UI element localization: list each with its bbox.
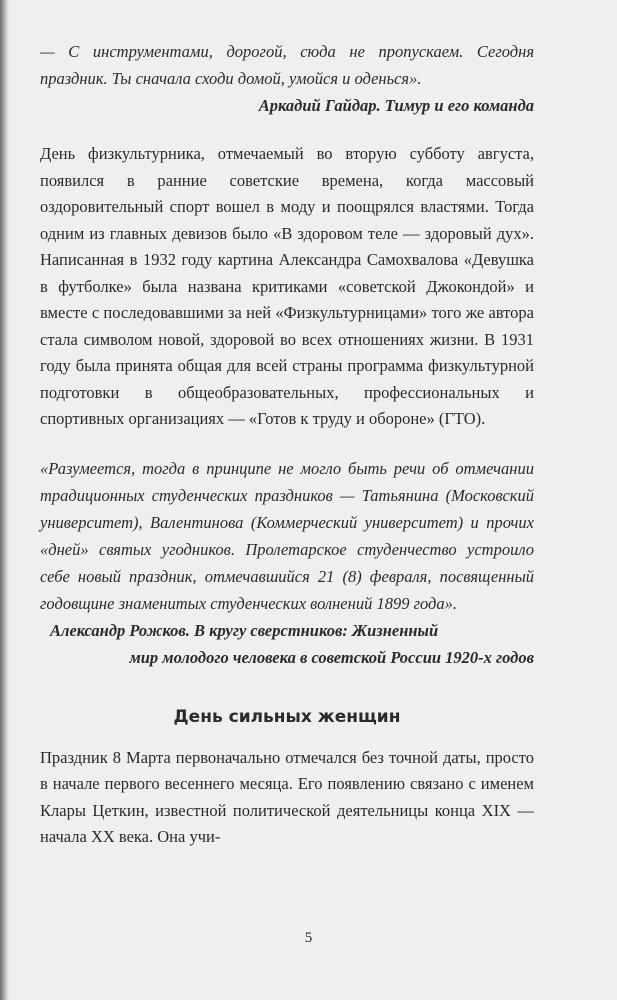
- epigraph-text: — С инструментами, дорогой, сюда не пропускаем. Сегодня праздник. Ты сначала сходи домой, умойся и оденься».: [40, 42, 534, 88]
- quote-author-line-1: Александр Рожков. В кругу сверстников: Жизненный: [50, 620, 439, 640]
- page-number: 5: [304, 930, 313, 946]
- paragraph-fizkulturnik: День физкультурника, отмечаемый во вторую субботу августа, появился в ранние советские времена, когда массовый оздоровительный спорт вошел в моду и поощрялся властями. Тогда одним из главных девизов было «В здоровом теле — здоровый дух». Написанная в 1932 году картина Александра Самохвалова «Девушка в футболке» была названа критиками «советской Джокондой» и вместе с последовавшими за ней «Физкультурницами» того же автора стала символом новой, здоровой во всех отношениях жизни. В 1931 году была принята общая для всей страны программа физкультурной подготовки в общеобразовательных, профессиональных и спортивных организациях — «Готов к труду и обороне» (ГТО).: [40, 144, 534, 428]
- epigraph-author: Аркадий Гайдар. Тимур и его команда: [258, 96, 534, 115]
- book-page: [40, 38, 534, 851]
- paragraph-8-march: Праздник 8 Марта первоначально отмечался без точной даты, просто в начале первого весеннего месяца. Его появлению связано с именем Клары Цеткин, известной политической деятельницы конца XIX — начала XX века. Она учи-: [40, 747, 534, 846]
- quote-text: «Разумеется, тогда в принципе не могло быть речи об отмечании традиционных студенческих праздников — Татьянина (Московский университет), Валентинова (Коммерческий университет) и прочих «дней» святых угодников. Пролетарское студенчество устроило себе новый праздник, отмечавшийся 21 (8) февраля, посвященный годовщине знаменитых студенческих волнений 1899 года».: [40, 458, 534, 613]
- quote-author-line-2: мир молодого человека в советской России 1920-х годов: [129, 647, 534, 667]
- book-spine-shadow: [0, 0, 9, 1000]
- section-heading: День сильных женщин: [173, 706, 401, 727]
